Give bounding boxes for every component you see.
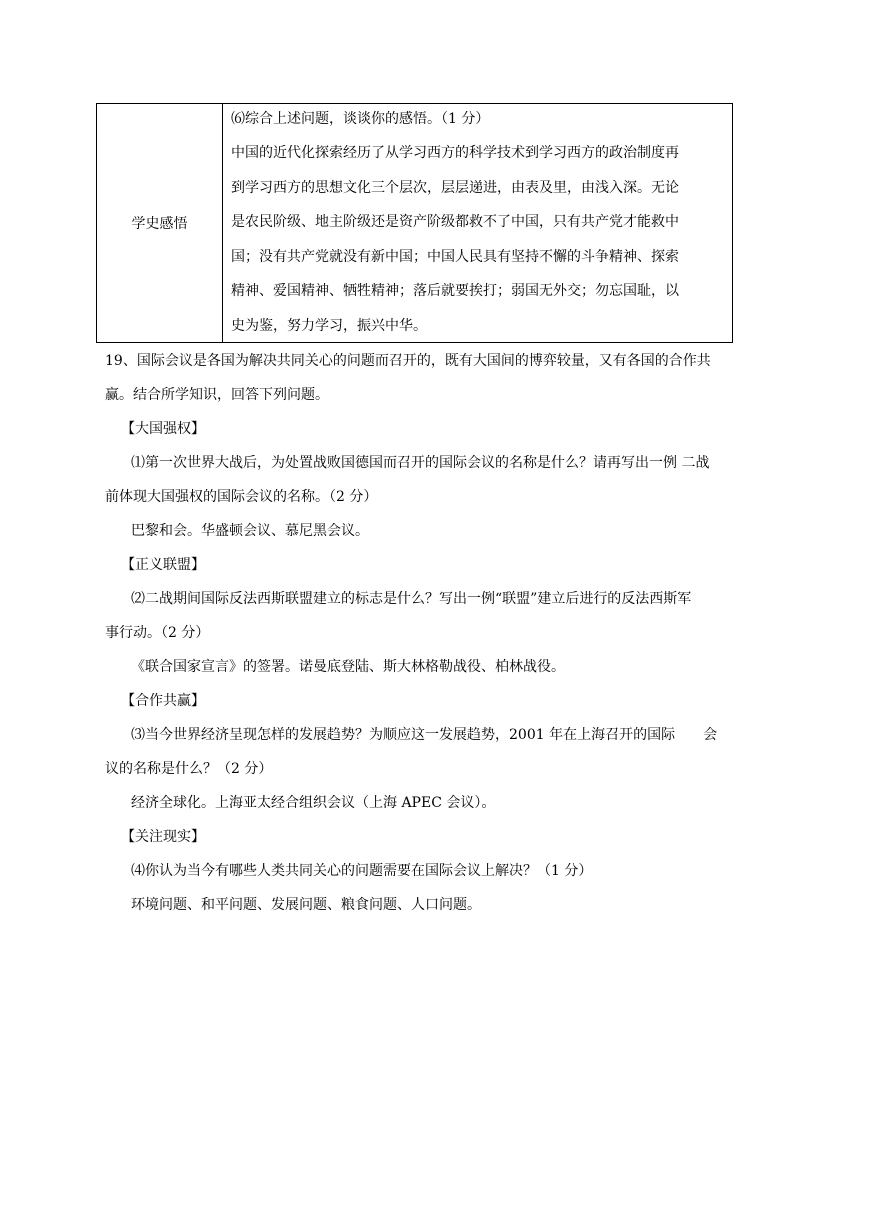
table-row-label-cell xyxy=(97,104,223,342)
sub-question-line: 事行动。（2 分） xyxy=(105,625,210,641)
sub-question-line: ⑵二战期间国际反法西斯联盟建立的标志是什么？写出一例“联盟”建立后进行的反法西斯军 xyxy=(131,591,692,607)
section-heading: 【正义联盟】 xyxy=(121,557,205,573)
sub-question-line: ⑶当今世界经济呈现怎样的发展趋势？为顺应这一发展趋势，2001 年在上海召开的国际 会 xyxy=(131,727,718,743)
sub-question-line: ⑴第一次世界大战后，为处置战败国德国而召开的国际会议的名称是什么？请再写出一例 二战 xyxy=(131,455,710,471)
table-row-label: 学史感悟 xyxy=(131,216,188,232)
table-answer-line: 到学习西方的思想文化三个层次，层层递进，由表及里，由浅入深。无论 xyxy=(231,179,679,196)
answer-line: 巴黎和会。华盛顿会议、慕尼黑会议。 xyxy=(131,523,369,539)
table-answer-line: 国；没有共产党就没有新中国；中国人民具有坚持不懈的斗争精神、探索 xyxy=(231,248,679,265)
section-heading: 【关注现实】 xyxy=(121,829,205,845)
table-answer-line: 精神、爱国精神、牺牲精神；落后就要挨打；弱国无外交；勿忘国耻，以 xyxy=(231,283,679,299)
answer-line: 《联合国家宣言》的签署。诺曼底登陆、斯大林格勒战役、柏林战役。 xyxy=(131,659,565,675)
table-answer-line: 是农民阶级、地主阶级还是资产阶级都救不了中国，只有共产党才能救中 xyxy=(231,214,679,230)
answer-line: 经济全球化。上海亚太经合组织会议（上海 APEC 会议）。 xyxy=(131,795,496,811)
section-heading: 【合作共赢】 xyxy=(121,693,205,709)
answer-line: 环境问题、和平问题、发展问题、粮食问题、人口问题。 xyxy=(131,897,481,913)
sub-question-line: 前体现大国强权的国际会议的名称。（2 分） xyxy=(105,489,378,505)
table-answer-line: 史为鉴，努力学习，振兴中华。 xyxy=(231,317,427,334)
question-intro-line: 赢。结合所学知识，回答下列问题。 xyxy=(105,387,329,403)
reflection-table xyxy=(96,103,733,343)
sub-question-line: 议的名称是什么？（2 分） xyxy=(105,761,273,777)
question-intro-line: 19、国际会议是各国为解决共同关心的问题而召开的，既有大国间的博弈较量，又有各国的合作共 xyxy=(105,353,711,369)
table-content-cell xyxy=(223,104,732,342)
sub-question-line: ⑷你认为当今有哪些人类共同关心的问题需要在国际会议上解决？（1 分） xyxy=(131,863,593,879)
section-heading: 【大国强权】 xyxy=(121,421,205,437)
table-answer-line: 中国的近代化探索经历了从学习西方的科学技术到学习西方的政治制度再 xyxy=(231,145,679,161)
table-question-line: ⑹综合上述问题，谈谈你的感悟。（1 分） xyxy=(231,111,490,127)
